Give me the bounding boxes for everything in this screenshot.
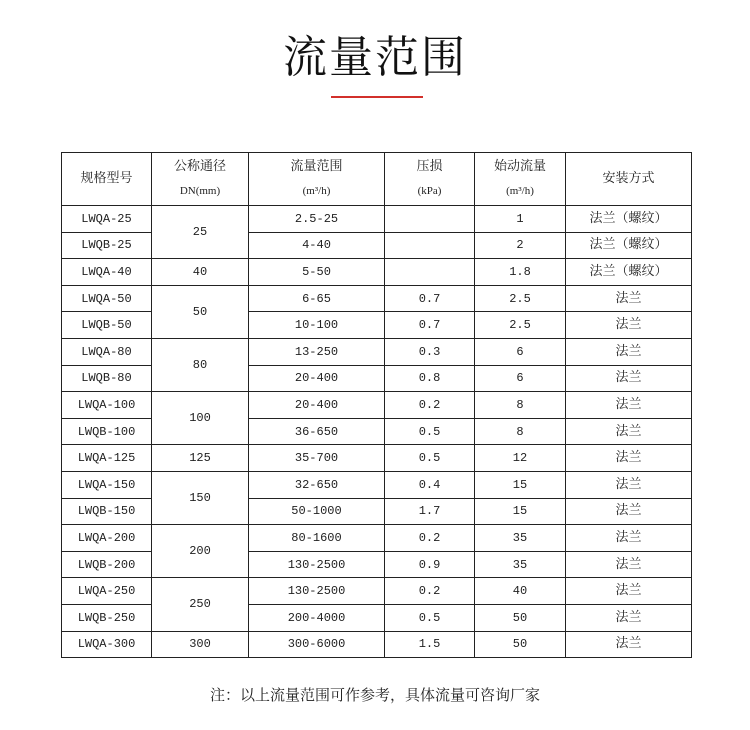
cell-flow-range: 35-700 [249, 445, 385, 472]
cell-pressure-loss: 1.7 [385, 498, 475, 525]
cell-start-flow: 2.5 [475, 285, 566, 312]
table-body [62, 206, 692, 658]
cell-start-flow: 35 [475, 525, 566, 552]
cell-pressure-loss [385, 232, 475, 259]
cell-model: LWQA-200 [62, 525, 152, 552]
table-row [62, 338, 692, 365]
cell-start-flow: 15 [475, 498, 566, 525]
cell-model: LWQB-150 [62, 498, 152, 525]
table-row [62, 525, 692, 552]
cell-mount-type: 法兰 [566, 392, 692, 419]
cell-flow-range: 50-1000 [249, 498, 385, 525]
cell-start-flow: 1 [475, 206, 566, 233]
cell-mount-type: 法兰 [566, 445, 692, 472]
cell-mount-type: 法兰（螺纹） [566, 259, 692, 286]
table-row [62, 445, 692, 472]
cell-flow-range: 4-40 [249, 232, 385, 259]
cell-pressure-loss: 0.5 [385, 445, 475, 472]
cell-pressure-loss: 1.5 [385, 631, 475, 658]
cell-flow-range: 130-2500 [249, 551, 385, 578]
cell-model: LWQA-50 [62, 285, 152, 312]
cell-pressure-loss: 0.2 [385, 578, 475, 605]
title-underline [331, 96, 423, 98]
cell-model: LWQB-250 [62, 604, 152, 631]
cell-mount-type: 法兰 [566, 418, 692, 445]
cell-mount-type: 法兰 [566, 525, 692, 552]
cell-flow-range: 36-650 [249, 418, 385, 445]
cell-model: LWQB-50 [62, 312, 152, 339]
header-model: 规格型号 [62, 153, 152, 206]
cell-pressure-loss: 0.7 [385, 312, 475, 339]
cell-pressure-loss: 0.2 [385, 525, 475, 552]
cell-flow-range: 130-2500 [249, 578, 385, 605]
cell-mount-type: 法兰 [566, 498, 692, 525]
cell-flow-range: 20-400 [249, 392, 385, 419]
page-title: 流量范围 [283, 32, 467, 83]
cell-start-flow: 12 [475, 445, 566, 472]
cell-pressure-loss: 0.7 [385, 285, 475, 312]
cell-dn: 40 [152, 259, 249, 286]
cell-mount-type: 法兰 [566, 471, 692, 498]
header-dn: 公称通径 DN(mm) [152, 153, 249, 206]
cell-pressure-loss: 0.8 [385, 365, 475, 392]
cell-mount-type: 法兰 [566, 604, 692, 631]
cell-dn: 100 [152, 392, 249, 445]
cell-model: LWQB-100 [62, 418, 152, 445]
footnote: 注：以上流量范围可作参考，具体流量可咨询厂家 [209, 686, 540, 704]
cell-pressure-loss: 0.3 [385, 338, 475, 365]
cell-flow-range: 32-650 [249, 471, 385, 498]
cell-start-flow: 15 [475, 471, 566, 498]
table-row [62, 206, 692, 233]
cell-start-flow: 6 [475, 365, 566, 392]
cell-model: LWQA-25 [62, 206, 152, 233]
cell-model: LWQB-200 [62, 551, 152, 578]
cell-mount-type: 法兰 [566, 312, 692, 339]
cell-dn: 300 [152, 631, 249, 658]
cell-flow-range: 20-400 [249, 365, 385, 392]
cell-model: LWQA-80 [62, 338, 152, 365]
cell-pressure-loss: 0.4 [385, 471, 475, 498]
cell-model: LWQA-300 [62, 631, 152, 658]
cell-model: LWQB-80 [62, 365, 152, 392]
cell-flow-range: 10-100 [249, 312, 385, 339]
cell-mount-type: 法兰 [566, 365, 692, 392]
cell-model: LWQA-125 [62, 445, 152, 472]
cell-pressure-loss: 0.5 [385, 418, 475, 445]
cell-start-flow: 35 [475, 551, 566, 578]
cell-flow-range: 13-250 [249, 338, 385, 365]
table-row [62, 259, 692, 286]
cell-pressure-loss: 0.5 [385, 604, 475, 631]
cell-start-flow: 8 [475, 392, 566, 419]
cell-mount-type: 法兰 [566, 285, 692, 312]
cell-mount-type: 法兰 [566, 578, 692, 605]
cell-pressure-loss [385, 206, 475, 233]
cell-start-flow: 40 [475, 578, 566, 605]
cell-dn: 125 [152, 445, 249, 472]
cell-dn: 80 [152, 338, 249, 391]
cell-flow-range: 5-50 [249, 259, 385, 286]
cell-flow-range: 200-4000 [249, 604, 385, 631]
flow-range-table [61, 152, 692, 658]
cell-start-flow: 8 [475, 418, 566, 445]
cell-dn: 25 [152, 206, 249, 259]
cell-start-flow: 1.8 [475, 259, 566, 286]
cell-mount-type: 法兰（螺纹） [566, 232, 692, 259]
cell-model: LWQA-250 [62, 578, 152, 605]
header-pressure-loss: 压损 (kPa) [385, 153, 475, 206]
cell-dn: 250 [152, 578, 249, 631]
cell-mount-type: 法兰 [566, 631, 692, 658]
cell-mount-type: 法兰 [566, 551, 692, 578]
table-row [62, 471, 692, 498]
cell-pressure-loss: 0.9 [385, 551, 475, 578]
cell-start-flow: 2.5 [475, 312, 566, 339]
table-row [62, 392, 692, 419]
cell-dn: 50 [152, 285, 249, 338]
cell-flow-range: 2.5-25 [249, 206, 385, 233]
cell-dn: 200 [152, 525, 249, 578]
cell-model: LWQA-150 [62, 471, 152, 498]
cell-mount-type: 法兰 [566, 338, 692, 365]
cell-flow-range: 6-65 [249, 285, 385, 312]
cell-pressure-loss: 0.2 [385, 392, 475, 419]
cell-model: LWQB-25 [62, 232, 152, 259]
cell-flow-range: 80-1600 [249, 525, 385, 552]
table-row [62, 285, 692, 312]
table-header-row [62, 153, 692, 206]
table-row [62, 631, 692, 658]
cell-start-flow: 50 [475, 604, 566, 631]
table-row [62, 578, 692, 605]
cell-model: LWQA-100 [62, 392, 152, 419]
cell-dn: 150 [152, 471, 249, 524]
cell-start-flow: 2 [475, 232, 566, 259]
cell-pressure-loss [385, 259, 475, 286]
cell-mount-type: 法兰（螺纹） [566, 206, 692, 233]
cell-flow-range: 300-6000 [249, 631, 385, 658]
cell-model: LWQA-40 [62, 259, 152, 286]
cell-start-flow: 50 [475, 631, 566, 658]
header-start-flow: 始动流量 (m³/h) [475, 153, 566, 206]
cell-start-flow: 6 [475, 338, 566, 365]
header-flow-range: 流量范围 (m³/h) [249, 153, 385, 206]
header-mount-type: 安装方式 [566, 153, 692, 206]
